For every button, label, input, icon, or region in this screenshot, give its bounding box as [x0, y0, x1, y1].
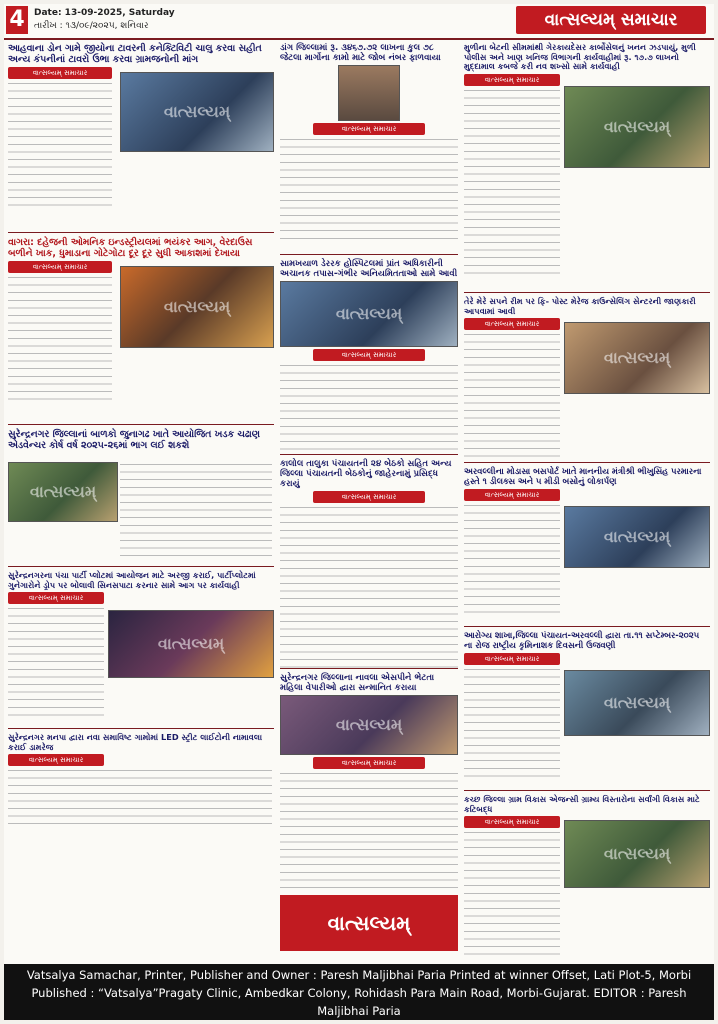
story-byline: વાત્સલ્યમ્ સમાચાર — [313, 757, 425, 769]
photo-watermark: વાત્સલ્યમ્ — [163, 297, 231, 316]
story-photo — [564, 820, 710, 888]
news-story — [280, 42, 458, 255]
story-body — [464, 830, 560, 960]
story-photo — [564, 670, 710, 736]
news-story — [8, 236, 274, 425]
photo-watermark: વાત્સલ્યમ્ — [603, 117, 671, 136]
news-story — [464, 466, 710, 627]
date-english: Date: 13-09-2025, Saturday — [34, 8, 175, 18]
story-byline: વાત્સલ્યમ્ સમાચાર — [8, 754, 104, 766]
story-headline: અરવલ્લીના મોડાસા બસપોર્ટ ખાતે માનનીય મંત્રીશ્રી ભીખુસિંહ પરમારના હસ્તે ૧ ડીલક્સ અને ૫ મીડી બસોનું લોકાર્પણ — [464, 466, 702, 486]
dateline — [34, 7, 175, 33]
story-byline: વાત્સલ્યમ્ સમાચાર — [8, 592, 104, 604]
story-byline: વાત્સલ્યમ્ સમાચાર — [313, 123, 425, 135]
story-byline: વાત્સલ્યમ્ સમાચાર — [464, 489, 560, 501]
photo-watermark: વાત્સલ્યમ્ — [603, 693, 671, 712]
story-byline: વાત્સલ્યમ્ સમાચાર — [464, 74, 560, 86]
masthead — [4, 4, 714, 40]
story-headline: સુરેન્દ્રનગર જિલ્લાનાં બાળકો જુનાગઢ ખાતે આયોજિત ખડક ચઢાણ એડવેન્ચર કોર્ષ વર્ષ ૨૦૨૫-૨૬માં ભાગ લઈ શકશે — [8, 429, 260, 452]
story-byline: વાત્સલ્યમ્ સમાચાર — [8, 261, 112, 273]
story-headline: સામખયાળ ડેરરક હોસ્પિટલમાં પ્રાંત અધિકારીની અચાનક તપાસ-ગંભીર અનિયમિતતાઓ સામે આવી — [280, 259, 458, 280]
date-gujarati: તારીખ : ૧૩/૦૯/૨૦૨૫, શનિવાર — [34, 21, 149, 31]
story-body — [8, 275, 112, 405]
right-column — [464, 42, 710, 969]
photo-watermark: વાત્સલ્યમ્ — [157, 634, 225, 653]
advertisement: વાત્સલ્યમ્ — [280, 895, 458, 951]
story-headline: આરોગ્ય શાખા,જિલ્લા પંચાયત-અરવલ્લી દ્વારા તા.૧૧ સપ્ટેમ્બર-૨૦૨૫ ના રોજ રાષ્ટ્રીય કૃમિનાશક દિવસની ઉજવણી — [464, 630, 700, 650]
story-byline: વાત્સલ્યમ્ સમાચાર — [313, 349, 425, 361]
story-headline: સુરેન્દ્રનગર મનપા દ્વારા નવા સમાવિષ્ટ ગામોમાં LED સ્ટ્રીટ લાઈટોની નામાવલા કરાઈ ડામરેજ — [8, 732, 263, 752]
photo-watermark: વાત્સલ્યમ્ — [29, 482, 97, 501]
story-body — [8, 81, 112, 211]
story-byline: વાત્સલ્યમ્ સમાચાર — [464, 318, 560, 330]
story-byline: વાત્સલ્યમ્ સમાચાર — [8, 67, 112, 79]
story-headline: કાલોલ તાલુકા પંચાયતની ૨૪ બેઠકો સહિત અન્ય જિલ્લા પંચાયતની બેઠકોનું જાહેરનામું પ્રસિદ્ધ કરાયું — [280, 459, 452, 490]
left-column — [8, 42, 274, 831]
story-body — [120, 462, 272, 558]
story-headline: તેરે મેરે સપને રીમ પર ફિ- પોસ્ટ મેરેજ કાઉન્સેલિંગ સેન્ટરની જાણકારી આપવામાં આવી — [464, 296, 696, 316]
story-body — [464, 667, 560, 777]
story-body — [280, 505, 458, 669]
imprint-footer — [4, 964, 714, 1020]
story-headline: આહવાના ડોન ગામે જીયોના ટાવરની કનેક્ટિવિટી ચાલુ કરવા સહીત અન્ય કંપનીનાં ટાવરો ઉભા કરવા ગ્રામજનોની માંગ — [8, 43, 262, 66]
story-headline: વાગરા: દહેજની ઓમનિક ઇન્ડસ્ટ્રીયલમાં ભયંકર આગ, વેરદાઉસ બળીને ખાક, ધુમાડાના ગોટેગોટા દૂર દૂર સુધી આકાશમાં દેખાયા — [8, 237, 253, 260]
news-story — [280, 458, 458, 669]
photo-watermark: વાત્સલ્યમ્ — [163, 102, 231, 121]
news-story — [8, 732, 274, 828]
story-byline: વાત્સલ્યમ્ સમાચાર — [464, 653, 560, 665]
newspaper-logo: વાત્સલ્યમ્ સમાચાર — [516, 6, 706, 34]
story-photo — [338, 65, 400, 121]
news-story — [8, 42, 274, 233]
news-story — [8, 428, 274, 567]
story-body — [280, 771, 458, 891]
photo-watermark: વાત્સલ્યમ્ — [603, 844, 671, 863]
story-photo — [280, 281, 458, 347]
story-headline: કચ્છ જિલ્લા ગ્રામ વિકાસ એજન્સી ગ્રામ્ય વિસ્તારોના સર્વાંગી વિકાસ માટે કટિબદ્ધ — [464, 794, 700, 814]
story-photo — [280, 695, 458, 755]
story-photo — [120, 266, 274, 348]
news-story — [8, 570, 274, 729]
story-body — [280, 137, 458, 243]
story-body — [280, 363, 458, 453]
footer-line-1: Vatsalya Samachar, Printer, Publisher and Owner : Paresh Maljibhai Paria Printed at winner Offset, Lati Plot-5, Morbi — [26, 968, 692, 982]
story-photo — [108, 610, 274, 678]
story-photo — [8, 462, 118, 522]
news-story — [464, 296, 710, 463]
photo-watermark: વાત્સલ્યમ્ — [603, 348, 671, 367]
photo-watermark: વાત્સલ્યમ્ — [335, 304, 403, 324]
story-headline: સુરેન્દ્રનગરના પંચા પાર્ટી પ્લોટમાં આયોજન માટે અરજી કરાઈ, પાર્ટીપ્લોટમાં ગુનેગારોને ડ્રોપ પર બોલાવી સિનસપાટા કરનાર સામે આગ પર કાર્યવાહી — [8, 570, 256, 590]
story-byline: વાત્સલ્યમ્ સમાચાર — [313, 491, 425, 503]
newspaper-page — [4, 4, 714, 1020]
photo-watermark: વાત્સલ્યમ્ — [603, 527, 671, 546]
story-headline: મુળીના બેટની સીમમાંથી ગેરકાયદેસર કાર્બોસેલનું ખનન ઝડપાયું, મુળી પોલીસ અને ખાણ ખનિજ વિભાગની કાર્યવાહીમાં રૂ. ૧૭.૭ લાખનો મુદ્દામાલ કબજે કરી નવ શખ્સો સામે કાર્યવાહી — [464, 42, 696, 72]
story-headline: ડાંગ જિલ્લામાં રૂ. ૩૪૬૭.૭૨ લાખના કુલ ૭૮ જેટલા માર્ગોના કામો માટે જોબ નંબર ફાળવાયા — [280, 43, 441, 64]
story-photo — [564, 322, 710, 394]
middle-column — [280, 42, 458, 965]
news-story — [280, 672, 458, 962]
news-story — [464, 630, 710, 791]
page-number: 4 — [6, 6, 28, 34]
news-story — [464, 42, 710, 293]
news-story — [280, 258, 458, 455]
story-photo — [564, 506, 710, 568]
footer-line-2: Published : “Vatsalya”Pragaty Clinic, Ambedkar Colony, Rohidash Para Main Road, Morbi-Gujarat. EDITOR : Paresh Maljibhai Paria — [31, 986, 687, 1018]
story-body — [464, 332, 560, 460]
story-body — [464, 88, 560, 278]
story-body — [464, 503, 560, 613]
story-photo — [120, 72, 274, 152]
news-story — [464, 794, 710, 966]
story-byline: વાત્સલ્યમ્ સમાચાર — [464, 816, 560, 828]
story-headline: સુરેન્દ્રનગર જિલ્લાના નાવલા એસપીને ભેટતા મહિલા વેપારીઓ દ્વારા સન્માનિત કરાયા — [280, 673, 435, 694]
story-photo — [564, 86, 710, 168]
story-body — [8, 606, 104, 716]
story-body — [8, 768, 272, 828]
photo-watermark: વાત્સલ્યમ્ — [335, 715, 403, 735]
